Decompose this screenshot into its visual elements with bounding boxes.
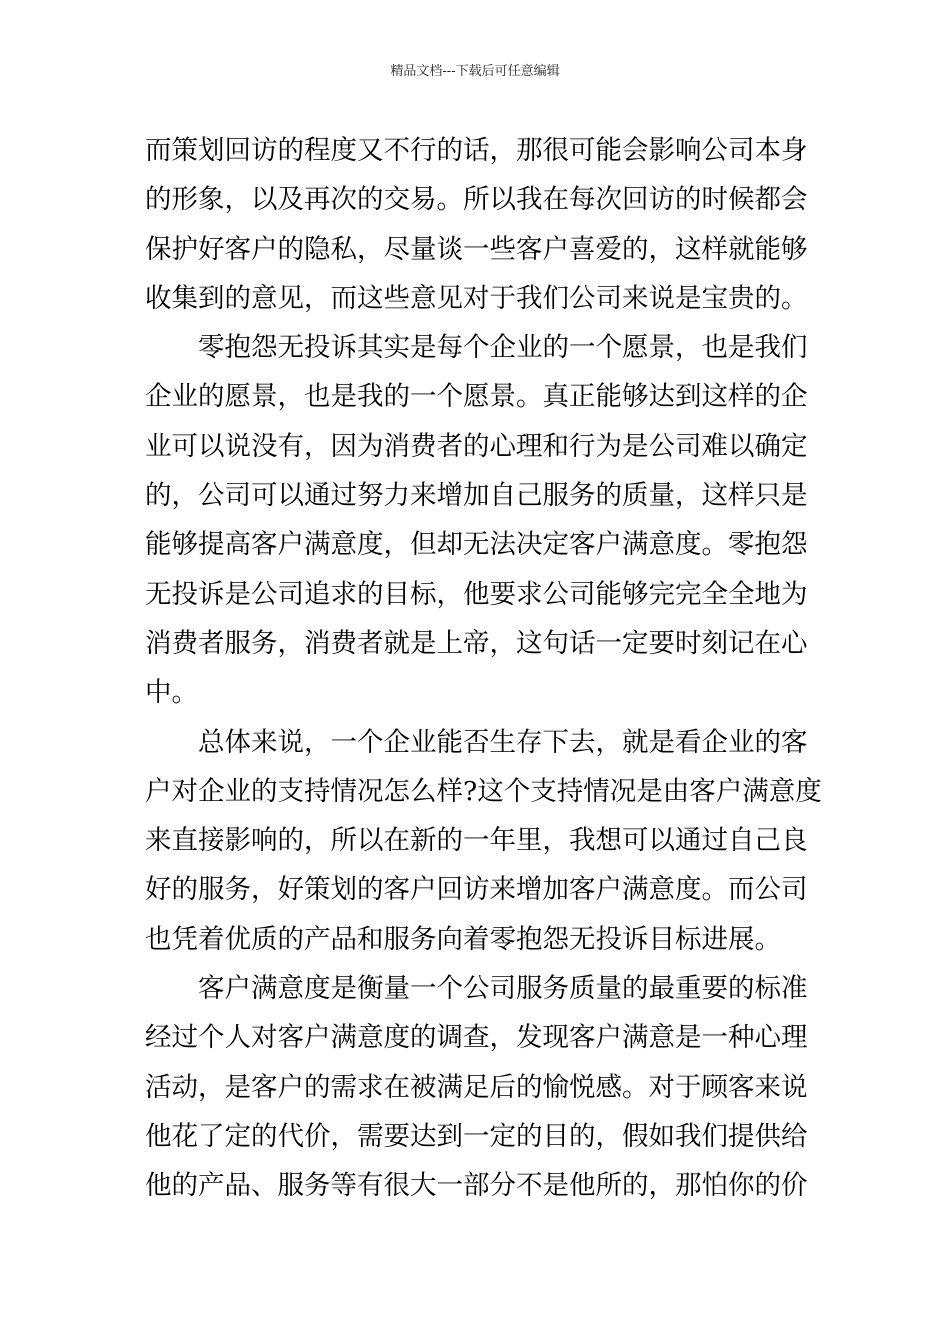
text-line: 消费者服务，消费者就是上帝，这句话一定要时刻记在心 — [145, 627, 808, 659]
text-line: 的形象，以及再次的交易。所以我在每次回访的时候都会 — [145, 184, 808, 216]
text-line: 中。 — [145, 677, 198, 709]
text-line: 他的产品、服务等有很大一部分不是他所的，那怕你的价 — [145, 1170, 808, 1202]
text-line: 收集到的意见，而这些意见对于我们公司来说是宝贵的。 — [145, 282, 808, 314]
text-line: 业可以说没有，因为消费者的心理和行为是公司难以确定 — [145, 430, 808, 462]
text-line: 的，公司可以通过努力来增加自己服务的质量，这样只是 — [145, 480, 808, 512]
text-line: 也凭着优质的产品和服务向着零抱怨无投诉目标进展。 — [145, 923, 781, 955]
text-line: 好的服务，好策划的客户回访来增加客户满意度。而公司 — [145, 874, 808, 906]
text-line: 零抱怨无投诉其实是每个企业的一个愿景，也是我们 — [198, 332, 808, 364]
text-line: 他花了定的代价，需要达到一定的目的，假如我们提供给 — [145, 1120, 808, 1152]
text-line: 总体来说，一个企业能否生存下去，就是看企业的客 — [198, 726, 808, 758]
text-line: 户对企业的支持情况怎么样?这个支持情况是由客户满意度 — [145, 775, 822, 807]
text-line: 活动，是客户的需求在被满足后的愉悦感。对于顾客来说 — [145, 1071, 808, 1103]
page-header: 精品文档---下载后可任意编辑 — [390, 64, 560, 79]
body-text — [145, 126, 822, 1211]
text-line: 能够提高客户满意度，但却无法决定客户满意度。零抱怨 — [145, 529, 808, 561]
text-line: 经过个人对客户满意度的调查，发现客户满意是一种心理 — [145, 1022, 808, 1054]
text-line: 保护好客户的隐私，尽量谈一些客户喜爱的，这样就能够 — [145, 233, 808, 265]
text-line: 客户满意度是衡量一个公司服务质量的最重要的标准 — [198, 973, 808, 1005]
text-line: 企业的愿景，也是我的一个愿景。真正能够达到这样的企 — [145, 381, 808, 413]
text-line: 无投诉是公司追求的目标，他要求公司能够完完全全地为 — [145, 578, 808, 610]
text-line: 来直接影响的，所以在新的一年里，我想可以通过自己良 — [145, 825, 808, 857]
text-line: 而策划回访的程度又不行的话，那很可能会影响公司本身 — [145, 135, 808, 166]
